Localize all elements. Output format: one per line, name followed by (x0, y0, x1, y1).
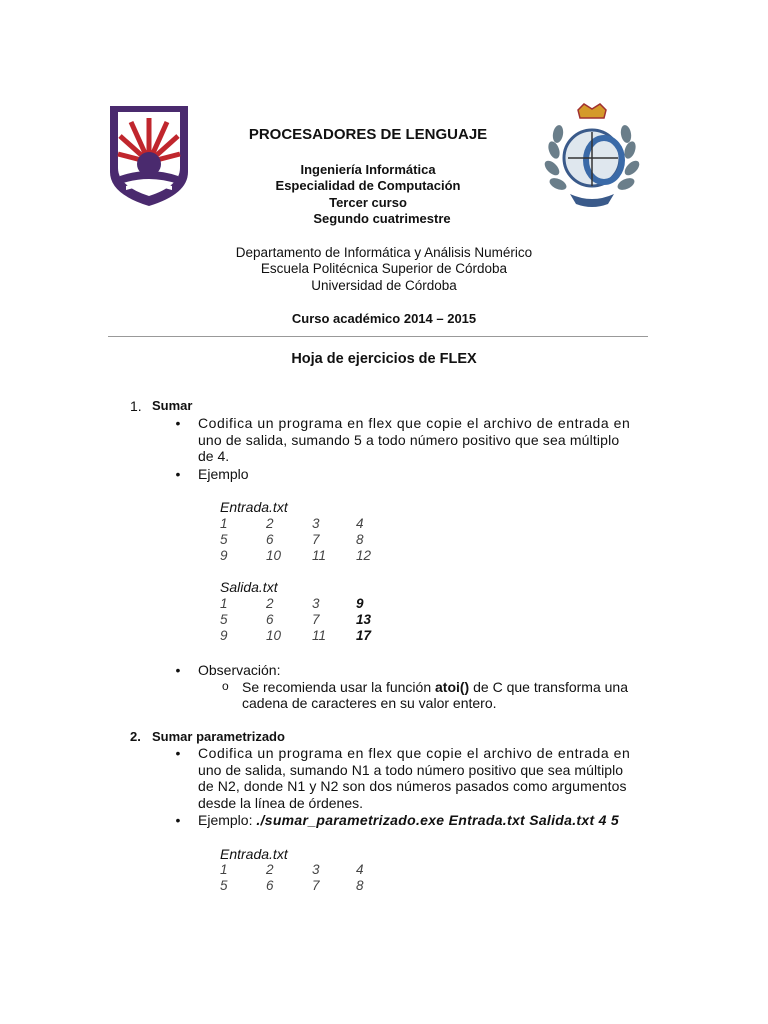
number-cell: 1 (220, 596, 228, 611)
ex1-description-line-3: de 4. (198, 448, 230, 464)
number-cell: 10 (266, 628, 282, 643)
ex1-description-line-1: Codifica un programa en flex que copie el archivo de entrada en (198, 415, 631, 431)
atoi-function: atoi() (435, 679, 470, 695)
number-cell: 1 (220, 862, 228, 877)
degree-line: Ingeniería Informática (300, 162, 436, 177)
number-cell: 5 (220, 532, 228, 547)
year-line: Tercer curso (329, 195, 407, 210)
document-title: Hoja de ejercicios de FLEX (291, 351, 477, 367)
ex1-example-label: Ejemplo (198, 466, 249, 482)
semester-line: Segundo cuatrimestre (313, 211, 451, 226)
obs-text-post: de C que transforma una (469, 679, 628, 695)
number-cell: 2 (266, 596, 274, 611)
university-logo (106, 102, 192, 210)
exercise-1-title: Sumar (152, 398, 193, 413)
school-line: Escuela Politécnica Superior de Córdoba (260, 261, 508, 276)
number-cell: 4 (356, 516, 364, 531)
department-line: Departamento de Informática y Análisis Numérico (235, 245, 533, 260)
number-cell: 9 (220, 548, 228, 563)
ex1-input-label: Entrada.txt (220, 499, 288, 515)
number-cell: 11 (312, 548, 327, 563)
exercise-2-title: Sumar parametrizado (152, 729, 285, 744)
ex2-description-line-3: de N2, donde N1 y N2 son dos números pasados como argumentos (198, 778, 627, 794)
number-cell: 17 (356, 628, 372, 643)
number-cell: 11 (312, 628, 327, 643)
ex1-observation-text-2: cadena de caracteres en su valor entero. (242, 695, 497, 711)
ex1-output-label: Salida.txt (220, 579, 278, 595)
engineering-emblem (542, 100, 642, 212)
exercise-2-number: 2. (130, 729, 141, 744)
number-cell: 10 (266, 548, 282, 563)
number-cell: 9 (220, 628, 228, 643)
number-cell: 6 (266, 612, 274, 627)
number-cell: 12 (356, 548, 372, 563)
ex2-description-line-2: uno de salida, sumando N1 a todo número positivo que sea múltiplo (198, 762, 624, 778)
number-cell: 3 (312, 516, 320, 531)
exercise-1-number: 1. (130, 398, 142, 414)
course-title: PROCESADORES DE LENGUAJE (248, 126, 488, 143)
number-cell: 8 (356, 878, 364, 893)
ex1-observation-label: Observación: (198, 662, 281, 678)
ex1-description-line-2: uno de salida, sumando 5 a todo número positivo que sea múltiplo (198, 432, 620, 448)
university-line: Universidad de Córdoba (311, 278, 457, 293)
number-cell: 4 (356, 862, 364, 877)
number-cell: 8 (356, 532, 364, 547)
number-cell: 7 (312, 878, 320, 893)
number-cell: 9 (356, 596, 364, 611)
ex1-observation-text (242, 679, 628, 695)
academic-year: Curso académico 2014 – 2015 (291, 311, 477, 326)
number-cell: 2 (266, 862, 274, 877)
number-cell: 7 (312, 612, 320, 627)
number-cell: 7 (312, 532, 320, 547)
number-cell: 3 (312, 862, 320, 877)
sub-bullet-icon: o (222, 679, 229, 693)
ex2-example-command: ./sumar_parametrizado.exe Entrada.txt Salida.txt 4 5 (256, 812, 619, 828)
number-cell: 1 (220, 516, 228, 531)
number-cell: 5 (220, 878, 228, 893)
ex2-example-prefix: Ejemplo: (198, 812, 257, 828)
number-cell: 3 (312, 596, 320, 611)
number-cell: 13 (356, 612, 372, 627)
ex2-input-label: Entrada.txt (220, 846, 288, 862)
number-cell: 6 (266, 878, 274, 893)
obs-text-pre: Se recomienda usar la función (242, 679, 435, 695)
number-cell: 2 (266, 516, 274, 531)
ex2-description-line-1: Codifica un programa en flex que copie el archivo de entrada en (198, 745, 631, 761)
bullet-icon: • (175, 466, 181, 482)
number-cell: 5 (220, 612, 228, 627)
number-cell: 6 (266, 532, 274, 547)
ex2-description-line-4: desde la línea de órdenes. (198, 795, 364, 811)
bullet-icon: • (175, 745, 181, 761)
specialty-line: Especialidad de Computación (275, 178, 461, 193)
bullet-icon: • (175, 812, 181, 828)
bullet-icon: • (175, 662, 181, 678)
header-divider (108, 336, 648, 337)
bullet-icon: • (175, 415, 181, 431)
ex2-example (198, 812, 619, 828)
